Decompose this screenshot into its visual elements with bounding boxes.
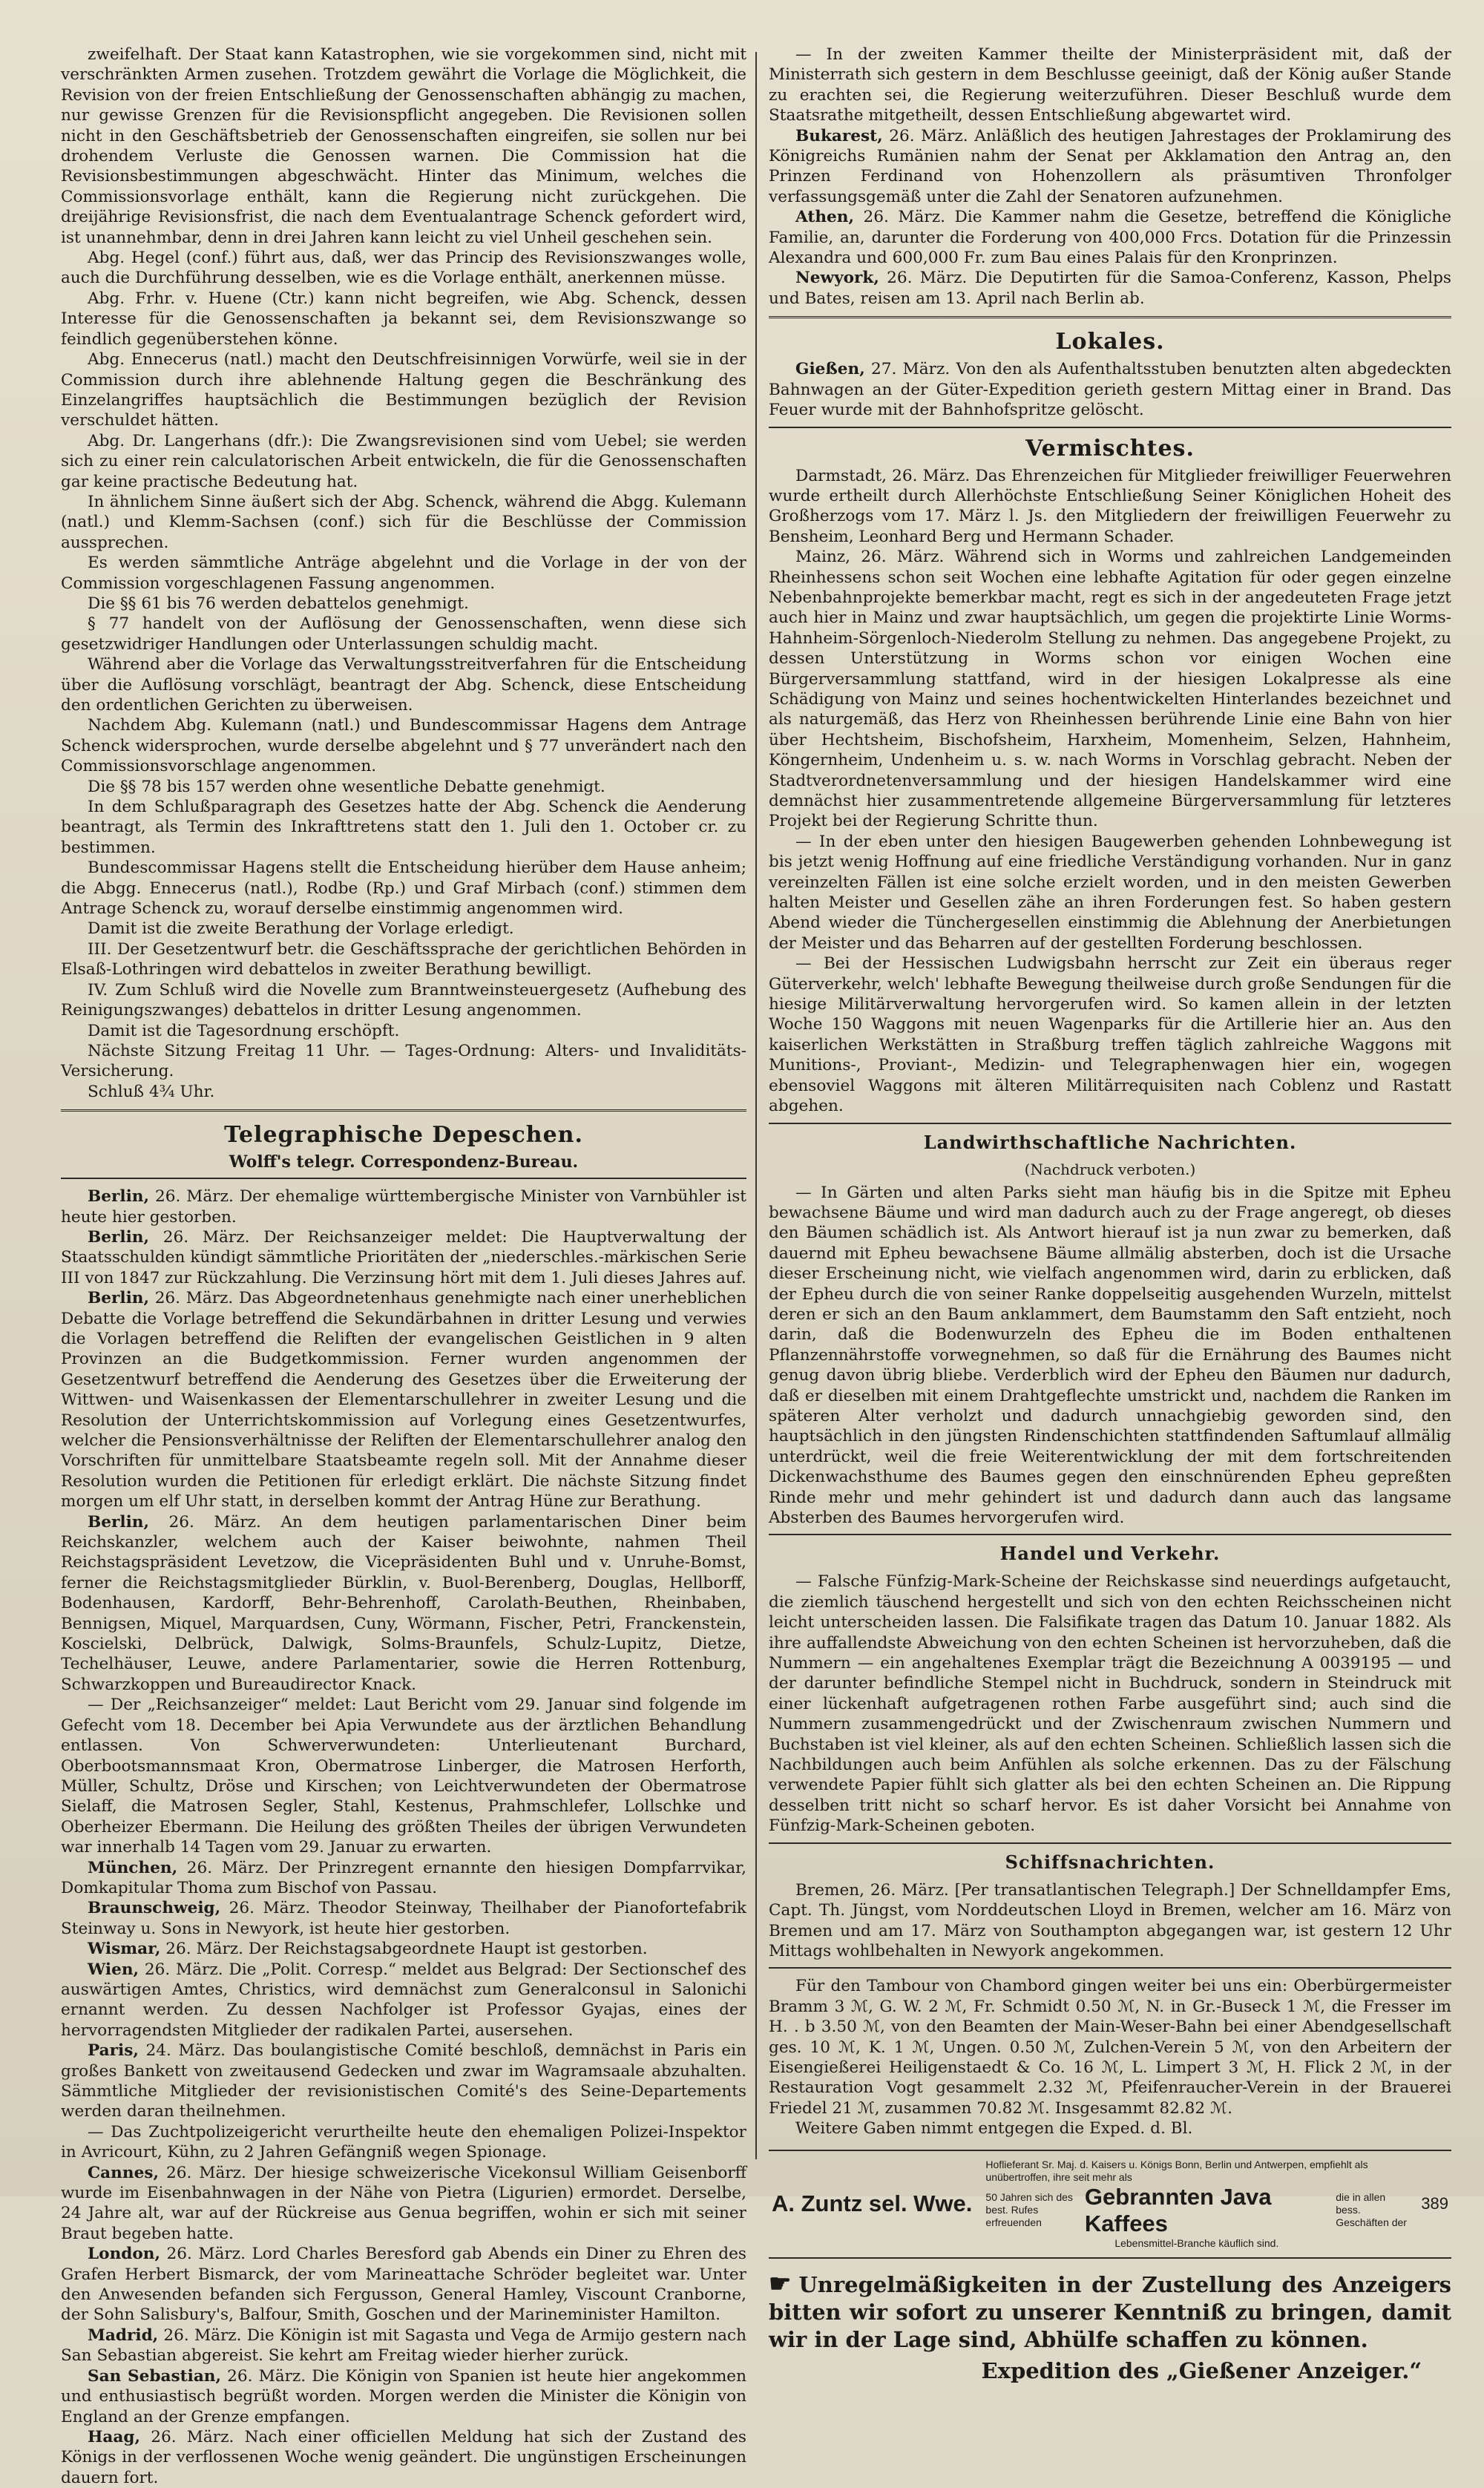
dateline-text: 27. März. Von den als Aufenthaltsstuben benutzten alten abgedeckten Bahnwagen an der Güter-Expedition gerieth gestern Mittag einer in Brand. Das Feuer wurde mit der Bahnhofspritze gelöscht. [769, 360, 1451, 420]
donations-note: Weitere Gaben nimmt entgegen die Exped. d. Bl. [795, 2119, 1193, 2139]
telegram-item [61, 1898, 746, 1939]
expedition-signature: Expedition des „Gießener Anzeiger.“ [981, 2357, 1422, 2383]
section-rule [769, 1534, 1451, 1535]
telegram-item [61, 1858, 746, 1899]
dateline-place: München, [88, 1858, 178, 1877]
dateline-text: 26. März. Die Deputirten für die Samoa-Conferenz, Kasson, Phelps und Bates, reisen am 13. April nach Berlin ab. [769, 269, 1451, 308]
dateline-text: 26. März. Theodor Steinway, Theilhaber der Pianofortefabrik Steinway u. Sons in Newyork, ist heute hier gestorben. [61, 1899, 746, 1938]
dateline-text: 26. März. Der Reichsanzeiger meldet: Die Hauptverwaltung der Staatsschulden kündigt sämmtliche Prioritäten der „niederschles.-märkischen Serie III von 1847 zur Rückzahlung. Die Verzinsung hört mit dem 1. Juli dieses Jahres auf. [61, 1227, 746, 1287]
section-rule [769, 316, 1451, 318]
telegram-list [61, 1186, 746, 2488]
telegram-item [61, 2427, 746, 2488]
dateline-text: 26. März. Der ehemalige württembergische Minister von Varnbühler ist heute hier gestorben. [61, 1187, 746, 1227]
telegram-item [769, 207, 1451, 268]
reichstag-paragraph: Während aber die Vorlage das Verwaltungsstreitverfahren für die Entscheidung über die Auflösung vorschlägt, beantragt der Abg. Schenck, diese Entscheidung den ordentlichen Gerichten zu überweisen. [61, 655, 746, 715]
section-rule [61, 1109, 746, 1112]
reichstag-paragraph: In ähnlichem Sinne äußert sich der Abg. Schenck, während die Abgg. Kulemann (natl.) und Klemm-Sachsen (conf.) sich für die Beschlüsse der Commission aussprechen. [61, 492, 746, 552]
telegram-item [61, 2325, 746, 2366]
delivery-notice-text: Unregelmäßigkeiten in der Zustellung des Anzeigers bitten wir sofort zu unserer Kenntniß zu bringen, damit wir in der Lage sind, Abhülfe schaffen zu können. [769, 2271, 1451, 2352]
telegram-item [769, 268, 1451, 309]
telegram-item [61, 2366, 746, 2427]
dateline-place: Gießen, [795, 360, 865, 379]
dateline-text: 26. März. Nach einer officiellen Meldung hat sich der Zustand des Königs in der verflossenen Woche wenig geändert. Die ungünstigen Erscheinungen dauern fort. [61, 2427, 746, 2487]
ad-middle [985, 2184, 1408, 2237]
donations-list: Für den Tambour von Chambord gingen weiter bei uns ein: Oberbürgermeister Bramm 3 ℳ, G. W. 2 ℳ, Fr. Schmidt 0.50 ℳ, N. in Gr.-Buseck 1 ℳ, die Fresser im H. . b 3.50 ℳ, von den Beamten der Main-Weser-Bahn bei einer Abendgesellschaft ges. 10 ℳ, K. 1 ℳ, Ungen. 0.50 ℳ, Zulchen-Verein 5 ℳ, von den Arbeitern der Eisengießerei Heiligenstaedt & Co. 16 ℳ, L. Limpert 3 ℳ, H. Flick 2 ℳ, in der Restauration Vogt gesammelt 2.32 ℳ, Pfeifenraucher-Verein in der Brauerei Friedel 21 ℳ, zusammen 70.82 ℳ. Insgesammt 82.82 ℳ. [769, 1977, 1451, 2118]
dateline-place: Berlin, [88, 1187, 149, 1207]
dateline-place: San Sebastian, [88, 2366, 222, 2386]
telegram-item [61, 2122, 746, 2163]
dateline-text: 26. März. Die Kammer nahm die Gesetze, betreffend die Königliche Familie, an, darunter die Forderung von 400,000 Frcs. Dotation für die Prinzessin Alexandra und 600,000 Fr. zum Bau eines Palais für den Kronprinzen. [769, 208, 1451, 268]
handel-heading: Handel und Verkehr. [999, 1543, 1221, 1565]
lokales-item [769, 359, 1451, 420]
telegram-continuation [769, 45, 1451, 309]
dateline-place: Paris, [88, 2041, 139, 2061]
dateline-text: 26. März. Die „Polit. Corresp.“ meldet aus Belgrad: Der Sectionschef des auswärtigen Amtes, Christics, wird demnächst zum Generalconsul in Salonichi ernannt werden. Zu dessen Nachfolger ist Professor Gyajas, eines der hervorragendsten Mitglieder der radikalen Partei, ausersehen. [61, 1960, 746, 2040]
dateline-place: Cannes, [88, 2163, 159, 2182]
ad-product: Gebrannten Java Kaffees [1084, 2183, 1272, 2236]
telegram-item [61, 2163, 746, 2245]
handel-article: — Falsche Fünfzig-Mark-Scheine der Reichskasse sind neuerdings aufgetaucht, die ziemlich täuschend hergestellt und sich von den echten Reichsscheinen nicht leicht unterscheiden lassen. Die Falsifikate tragen das Datum 10. Januar 1882. Als ihre auffallendste Abweichung von den echten Scheinen ist hervorzuheben, daß die Nummern — ein angehaltenes Exemplar trägt die Bezeichnung A 0039195 — und der darunter befindliche Stempel nicht in Buchdruck, sondern in Steindruck mit einer lückenhaft aufgetragenen rothen Farbe ausgeführt sind; auch sind die Nummern zusammengedrückt und der Zwischenraum zwischen Nummern und Buchstaben ist viel kleiner, als auf den echten Scheinen. Schließlich lassen sich die Nachbildungen auch beim Anfühlen als solche erkennen. Das zu der Fälschung verwendete Papier fühlt sich glatter als bei den echten Scheinen an. Die Rippung desselben tritt nicht so scharf hervor. Es ist daher Vorsicht bei Annahme von Fünfzig-Mark-Scheinen geboten. [769, 1572, 1451, 1836]
dateline-text: — Der „Reichsanzeiger“ meldet: Laut Bericht vom 29. Januar sind folgende im Gefecht vom 18. December bei Apia Verwundete aus der ärztlichen Behandlung entlassen. Von Schwerverwundeten: Unterlieutenant Burchard, Oberbootsmannsmaat Kron, Obermatrose Linberger, die Matrosen Herforth, Müller, Schultz, Dröse und Kirschen; von Leichtverwundeten der Obermatrose Sielaff, die Matrosen Segler, Stahl, Kestenus, Prahmschlefer, Lollschke und Oberheizer Ebermann. Die Heilung des größten Theiles der übrigen Verwundeten war innerhalb 14 Tagen vom 29. Januar zu erwarten. [61, 1696, 746, 1857]
reichstag-paragraph: Abg. Ennecerus (natl.) macht den Deutschfreisinnigen Vorwürfe, weil sie in der Commission durch ihre ablehnende Haltung gegen die Beschränkung des Einzelangriffes hauptsächlich die Bestimmungen bezüglich der Revision verschuldet hätten. [61, 350, 746, 430]
dateline-text: 26. März. Die Königin von Spanien ist heute hier angekommen und enthusiastisch begrüßt worden. Morgen werden die Minister die Königin von England an der Grenze empfangen. [61, 2366, 746, 2426]
vermischtes-section [769, 466, 1451, 1117]
ad-body [985, 2159, 1408, 2250]
dateline-place: Newyork, [795, 269, 879, 288]
dateline-text: 26. März. Anläßlich des heutigen Jahrestages der Proklamirung des Königreichs Rumänien nahm der Senat per Akklamation den Antrag an, den Prinzen Ferdinand von Hohenzollern als präsumtiven Thronfolger verfassungsgemäß unter die Zahl der Senatoren aufzunehmen. [769, 126, 1451, 206]
reichstag-paragraph: Damit ist die Tagesordnung erschöpft. [88, 1021, 400, 1040]
section-rule [769, 1967, 1451, 1969]
right-column [769, 45, 1451, 2383]
telegram-item [61, 1288, 746, 1511]
column-divider [755, 52, 757, 2159]
landwirtschaft-article: — In Gärten und alten Parks sieht man häufig bis in die Spitze mit Epheu bewachsene Bäume und wird man dadurch auch zu der Frage angeregt, ob dieses den Bäumen schädlich ist. Als Antwort hierauf ist ja nun zwar zu bemerken, daß dauernd mit Epheu bewachsene Bäume allmälig absterben, doch ist die Ursache dieser Erscheinung nicht, wie vielfach angenommen wird, darin zu erblicken, daß der Epheu durch die von seiner Ranke doppelseitig ausgehenden Wurzeln, mittelst deren er sich an den Baum anklammert, dem Baumstamm den Saft entzieht, noch darin, daß die Bodenwurzeln des Epheu die im Boden enthaltenen Pflanzennährstoffe vorwegnehmen, so daß für die Ernährung des Baumes nicht genug davon übrig bliebe. Verderblich wird der Epheu den Bäumen nur dadurch, daß er dieselben mit einem Drahtgeflechte umstrickt und, nachdem die Ranken im späteren Alter verholzt und dadurch unnachgiebig geworden sind, den hauptsächlich in den jüngsten Rindenschichten stattfindenden Saftumlauf allmälig unterdrückt, weil die freie Weiterentwicklung der mit dem fortschreitenden Dickenwachsthume des Baumes gegen den einschnürenden Epheu gepreßten Rinde mehr und mehr gehindert ist und dadurch dann auch das langsame Absterben des Baumes hervorgerufen wird. [769, 1183, 1451, 1527]
lokales-heading: Lokales. [1055, 329, 1165, 355]
ad-bottom-line: Lebensmittel-Branche käuflich sind. [1114, 2236, 1279, 2249]
reichstag-paragraph: zweifelhaft. Der Staat kann Katastrophen, wie sie vorgekommen sind, nicht mit verschränkten Armen zusehen. Trotzdem gewährt die Vorlage die Möglichkeit, die Revision von der freien Entschließung der Genossenschaften abhängig zu machen, nur gewisse Grenzen für die Revisionspflicht angegeben. Die Revisionen sollen nicht in den Geschäftsbetrieb der Genossenschaften eingreifen, sie sollen nur bei drohendem Verluste die Genossen warnen. Die Commission hat die Revisionsbestimmungen abgeschwächt. Hinter das Minimum, welches die Commissionsvorlage enthält, kann die Regierung nicht zurückgehen. Die dreijährige Revisionsfrist, die nach dem Eventualantrage Schenck gefordert wird, ist unannehmbar, denn in drei Jahren kann leicht zu viel Unheil geschehen sein. [61, 45, 746, 247]
dateline-text: 26. März. An dem heutigen parlamentarischen Diner beim Reichskanzler, welchem auch der Kaiser beiwohnte, nahmen Theil Reichstagspräsident Levetzow, die Vicepräsidenten Buhl und v. Unruhe-Bomst, ferner die Reichstagsmitglieder Bürklin, v. Buol-Berenberg, Douglas, Hellborff, Bodenhausen, Kardorff, Behr-Behrenhoff, Carolath-Beuthen, Rheinbaben, Bennigsen, Miquel, Marquardsen, Cuny, Wörmann, Fischer, Petri, Franckenstein, Koscielski, Delbrück, Dalwigk, Solms-Braunfels, Schulz-Lupitz, Dietze, Techelhäuser, Leuwe, andere Parlamentarier, sowie die Herren Rottenburg, Schwarzkoppen und Bureaudirector Knack. [61, 1512, 746, 1694]
dateline-text: 26. März. Das Abgeordnetenhaus genehmigte nach einer unerheblichen Debatte die Vorlage betreffend die Sekundärbahnen in dritter Lesung und verwies die Vorlagen betreffend die Reliften der evangelischen Geistlichen in 9 alten Provinzen an die Budgetkommission. Ferner wurden angenommen der Gesetzentwurf betreffend die Aenderung des Gesetzes über die Erweiterung der Wittwen- und Waisenkassen der Elementarschullehrer in zweiter Lesung und die Resolution der Unterrichtskommission auf Vorlegung eines Gesetzentwurfes, welcher die Pensionsverhältnisse der Reliften der Elementarschullehrer analog den Vorschriften für unmittelbare Staatsbeamte regeln soll. Mit der Annahme dieser Resolution wurden die Petitionen für erledigt erklärt. Die nächste Sitzung findet morgen um elf Uhr statt, in derselben kommt der Antrag Hüne zur Berathung. [61, 1289, 746, 1511]
coffee-advertisement [769, 2150, 1451, 2259]
telegram-item [61, 1186, 746, 1227]
ad-number: 389 [1421, 2194, 1448, 2213]
reichstag-paragraph: Nächste Sitzung Freitag 11 Uhr. — Tages-Ordnung: Alters- und Invaliditäts-Versicherung. [61, 1041, 746, 1081]
pointing-hand-icon: ☛ [769, 2268, 792, 2299]
section-rule [769, 427, 1451, 428]
telegram-item [61, 2041, 746, 2122]
ad-left-note: 50 Jahren sich des best. Rufes erfreuenden [985, 2191, 1073, 2229]
vermischtes-heading: Vermischtes. [1025, 435, 1195, 462]
dateline-place: Wien, [88, 1960, 139, 1979]
ad-company-name: A. Zuntz sel. Wwe. [772, 2190, 973, 2217]
reichstag-paragraph: Bundescommissar Hagens stellt die Entscheidung hierüber dem Hause anheim; die Abgg. Ennecerus (natl.), Rodbe (Rp.) und Graf Mirbach (conf.) stimmen dem Antrage Schenck zu, worauf derselbe einstimmig angenommen wird. [61, 859, 746, 919]
dateline-place: Bukarest, [795, 126, 883, 145]
vermischtes-item: Darmstadt, 26. März. Das Ehrenzeichen für Mitglieder freiwilliger Feuerwehren wurde ertheilt durch Allerhöchste Entschließung Seiner Königlichen Hoheit des Großherzogs vom 17. März l. Js. den Mitgliedern der freiwilligen Feuerwehr zu Bensheim, Leonhard Berg und Hermann Schader. [769, 466, 1451, 546]
telegram-item [61, 1227, 746, 1288]
vermischtes-item: Mainz, 26. März. Während sich in Worms und zahlreichen Landgemeinden Rheinhessens schon seit Wochen eine lebhafte Agitation für oder gegen einzelne Nebenbahnprojekte bemerkbar macht, regt es sich in der angedeuteten Frage jetzt auch hier in Mainz und zwar hauptsächlich, um gegen die projektirte Linie Worms-Hahnheim-Sörgenloch-Niederolm Stellung zu nehmen. Das angegebene Projekt, zu dessen Unterstützung in Worms schon vor einigen Wochen eine Bürgerversammlung stattfand, wird in der hiesigen Lokalpresse als eine Schädigung von Mainz und seines hochentwickelten Hinterlandes bezeichnet und als naturgemäß, das Herz von Rheinhessen berührende Linie eine Bahn von hier über Hechtsheim, Bischofsheim, Harxheim, Momenheim, Selzen, Hahnheim, Köngernheim, Undenheim u. s. w. nach Worms in Vorschlag gebracht. Neben der Stadtverordnetenversammlung und der hiesigen Handelskammer wird eine demnächst hier zusammentretende allgemeine Bürgerversammlung für letzteres Projekt bei der Regierung Schritte thun. [769, 548, 1451, 831]
left-column [61, 45, 746, 2487]
section-rule [769, 1842, 1451, 1844]
reichstag-paragraph: § 77 handelt von der Auflösung der Genossenschaften, wenn diese sich gesetzwidriger Handlungen oder Unterlassungen schuldig macht. [61, 614, 746, 654]
dateline-text: — In der zweiten Kammer theilte der Ministerpräsident mit, daß der Ministerrath sich gestern in dem Beschlusse geeinigt, daß der König außer Stande zu erachten sei, die Regierung weiterzuführen. Dieser Beschluß wurde dem Staatsrathe mitgetheilt, dessen Entschließung abgewartet wird. [769, 45, 1451, 125]
lokales-section [769, 359, 1451, 420]
dateline-place: Berlin, [88, 1227, 149, 1247]
section-rule [769, 1123, 1451, 1124]
reichstag-paragraph: Abg. Hegel (conf.) führt aus, daß, wer das Princip des Revisionszwanges wolle, auch die Durchführung desselben, wie es die Vorlage enthält, anerkennen müsse. [61, 249, 746, 288]
reichstag-paragraph: IV. Zum Schluß wird die Novelle zum Branntweinsteuergesetz (Aufhebung des Reinigungszwanges) debattelos in dritter Lesung angenommen. [61, 980, 746, 1020]
dateline-text: 24. März. Das boulangistische Comité beschloß, demnächst in Paris ein großes Bankett von zweitausend Gedecken und zwar im Wagramsaale abzuhalten. Sämmtliche Mitglieder der revisionistischen Comité's des Seine-Departements werden daran theilnehmen. [61, 2041, 746, 2121]
telegrams-subheading: Wolff's telegr. Correspondenz-Bureau. [229, 1152, 579, 1172]
dateline-place: Berlin, [88, 1512, 149, 1532]
dateline-place: Athen, [795, 208, 855, 227]
ad-top-line: Hoflieferant Sr. Maj. d. Kaisers u. Königs Bonn, Berlin und Antwerpen, empfiehlt als unübertroffen, ihre seit mehr als [985, 2158, 1368, 2183]
reichstag-paragraph: Die §§ 78 bis 157 werden ohne wesentliche Debatte genehmigt. [88, 777, 605, 796]
telegram-item [61, 1939, 746, 1959]
dateline-text: 26. März. Der hiesige schweizerische Vicekonsul William Geisenborff wurde im Eisenbahnwagen in der Nähe von Pietra (Ligurien) ermordet. Derselbe, 24 Jahre alt, war auf der Rückreise aus Genua begriffen, wohin er sich mit seiner Braut begeben hatte. [61, 2163, 746, 2243]
schiff-article: Bremen, 26. März. [Per transatlantischen Telegraph.] Der Schnelldampfer Ems, Capt. Th. Jüngst, vom Norddeutschen Lloyd in Bremen, welcher am 16. März von Bremen und am 17. März von Southampton abgegangen war, ist gestern 12 Uhr Mittags wohlbehalten in Newyork angekommen. [769, 1880, 1451, 1960]
reichstag-paragraph: Damit ist die zweite Berathung der Vorlage erledigt. [88, 919, 514, 939]
vermischtes-item: — Bei der Hessischen Ludwigsbahn herrscht zur Zeit ein überaus reger Güterverkehr, welch' lebhafte Bewegung theilweise durch große Sendungen für die hiesige Militärverwaltung hervorgerufen wird. So kamen allein in der letzten Woche 150 Waggons mit neuen Wagenparks für die Artillerie hier an. Aus den kaiserlichen Werkstätten in Straßburg treffen täglich zahlreiche Waggons mit Munitions-, Proviant-, Medizin- und Telegraphenwagen hier ein, wogegen ebensoviel Waggons mit älteren Militärrequisiten nach Coblenz und Rastatt abgehen. [769, 954, 1451, 1116]
telegram-item [769, 126, 1451, 208]
telegram-item [61, 1512, 746, 1696]
dateline-text: 26. März. Die Königin ist mit Sagasta und Vega de Armijo gestern nach San Sebastian abgereist. Sie kehrt am Freitag wieder hierher zurück. [61, 2325, 746, 2366]
landwirtschaft-heading: Landwirthschaftliche Nachrichten. [923, 1131, 1297, 1153]
landwirtschaft-note: (Nachdruck verboten.) [1024, 1160, 1196, 1178]
dateline-text: 26. März. Lord Charles Beresford gab Abends ein Diner zu Ehren des Grafen Herbert Bismarck, der vom Marineattache Schröder begleitet war. Unter den Anwesenden befanden sich Fergusson, General Hamley, Viscount Cranborne, der Sohn Salisbury's, Balfour, Smith, Goschen und der Marineminister Hamilton. [61, 2245, 746, 2325]
vermischtes-item: — In der eben unter den hiesigen Baugewerben gehenden Lohnbewegung ist bis jetzt wenig Hoffnung auf eine friedliche Verständigung vorhanden. Nur in ganz vereinzelten Fällen ist eine solche erzielt worden, und in den meisten Gewerben halten Meister und Gesellen zähe an ihren Forderungen fest. So haben gestern Abend wieder die Tünchergesellen einstimmig die Ablehnung der Anerbietungen der Meister und das Beharren auf der gestellten Forderung beschlossen. [769, 832, 1451, 953]
schiff-heading: Schiffsnachrichten. [1005, 1851, 1215, 1873]
dateline-place: Haag, [88, 2427, 141, 2446]
telegram-item [61, 2244, 746, 2325]
dateline-place: London, [88, 2245, 161, 2264]
telegram-item [61, 1960, 746, 2041]
reichstag-paragraph: Nachdem Abg. Kulemann (natl.) und Bundescommissar Hagens dem Antrage Schenck widersprochen, wurde derselbe abgelehnt und § 77 unverändert nach den Commissionsvorschlage angenommen. [61, 716, 746, 776]
reichstag-paragraph: Schluß 4¾ Uhr. [88, 1082, 215, 1101]
dateline-place: Braunschweig, [88, 1899, 221, 1918]
reichstag-paragraph: III. Der Gesetzentwurf betr. die Geschäftssprache der gerichtlichen Behörden in Elsaß-Lothringen wird debattelos in zweiter Berathung bewilligt. [61, 939, 746, 979]
reichstag-report [61, 45, 746, 1102]
ad-right-note: die in allen bess. Geschäften der [1336, 2191, 1407, 2229]
telegram-item [61, 1695, 746, 1857]
dateline-place: Wismar, [88, 1940, 161, 1959]
dateline-place: Madrid, [88, 2325, 159, 2345]
dateline-text: — Das Zuchtpolizeigericht verurtheilte heute den ehemaligen Polizei-Inspektor in Avricourt, Kühn, zu 2 Jahren Gefängniß wegen Spionage. [61, 2122, 746, 2162]
reichstag-paragraph: In dem Schlußparagraph des Gesetzes hatte der Abg. Schenck die Aenderung beantragt, als Termin des Inkrafttretens statt den 1. Juli den 1. October cr. zu bestimmen. [61, 798, 746, 857]
telegram-item [769, 45, 1451, 126]
dateline-text: 26. März. Der Prinzregent ernannte den hiesigen Dompfarrvikar, Domkapitular Thoma zum Bischof von Passau. [61, 1858, 746, 1897]
reichstag-paragraph: Abg. Frhr. v. Huene (Ctr.) kann nicht begreifen, wie Abg. Schenck, dessen Interesse für die Genossenschaften ja bekannt sei, dem Revisionszwange so feindlich gegenüberstehen könne. [61, 289, 746, 349]
delivery-notice [769, 2268, 1451, 2354]
dateline-place: Berlin, [88, 1289, 149, 1308]
section-rule [61, 1178, 746, 1179]
reichstag-paragraph: Es werden sämmtliche Anträge abgelehnt und die Vorlage in der von der Commission vorgeschlagenen Fassung angenommen. [61, 554, 746, 593]
reichstag-paragraph: Abg. Dr. Langerhans (dfr.): Die Zwangsrevisionen sind vom Uebel; sie werden sich zu einer rein calculatorischen Arbeit entwickeln, die für die Genossenschaften gar keine practische Bedeutung hat. [61, 431, 746, 491]
reichstag-paragraph: Die §§ 61 bis 76 werden debattelos genehmigt. [88, 594, 469, 613]
dateline-text: 26. März. Der Reichstagsabgeordnete Haupt ist gestorben. [160, 1940, 648, 1959]
telegrams-heading: Telegraphische Depeschen. [224, 1122, 583, 1149]
